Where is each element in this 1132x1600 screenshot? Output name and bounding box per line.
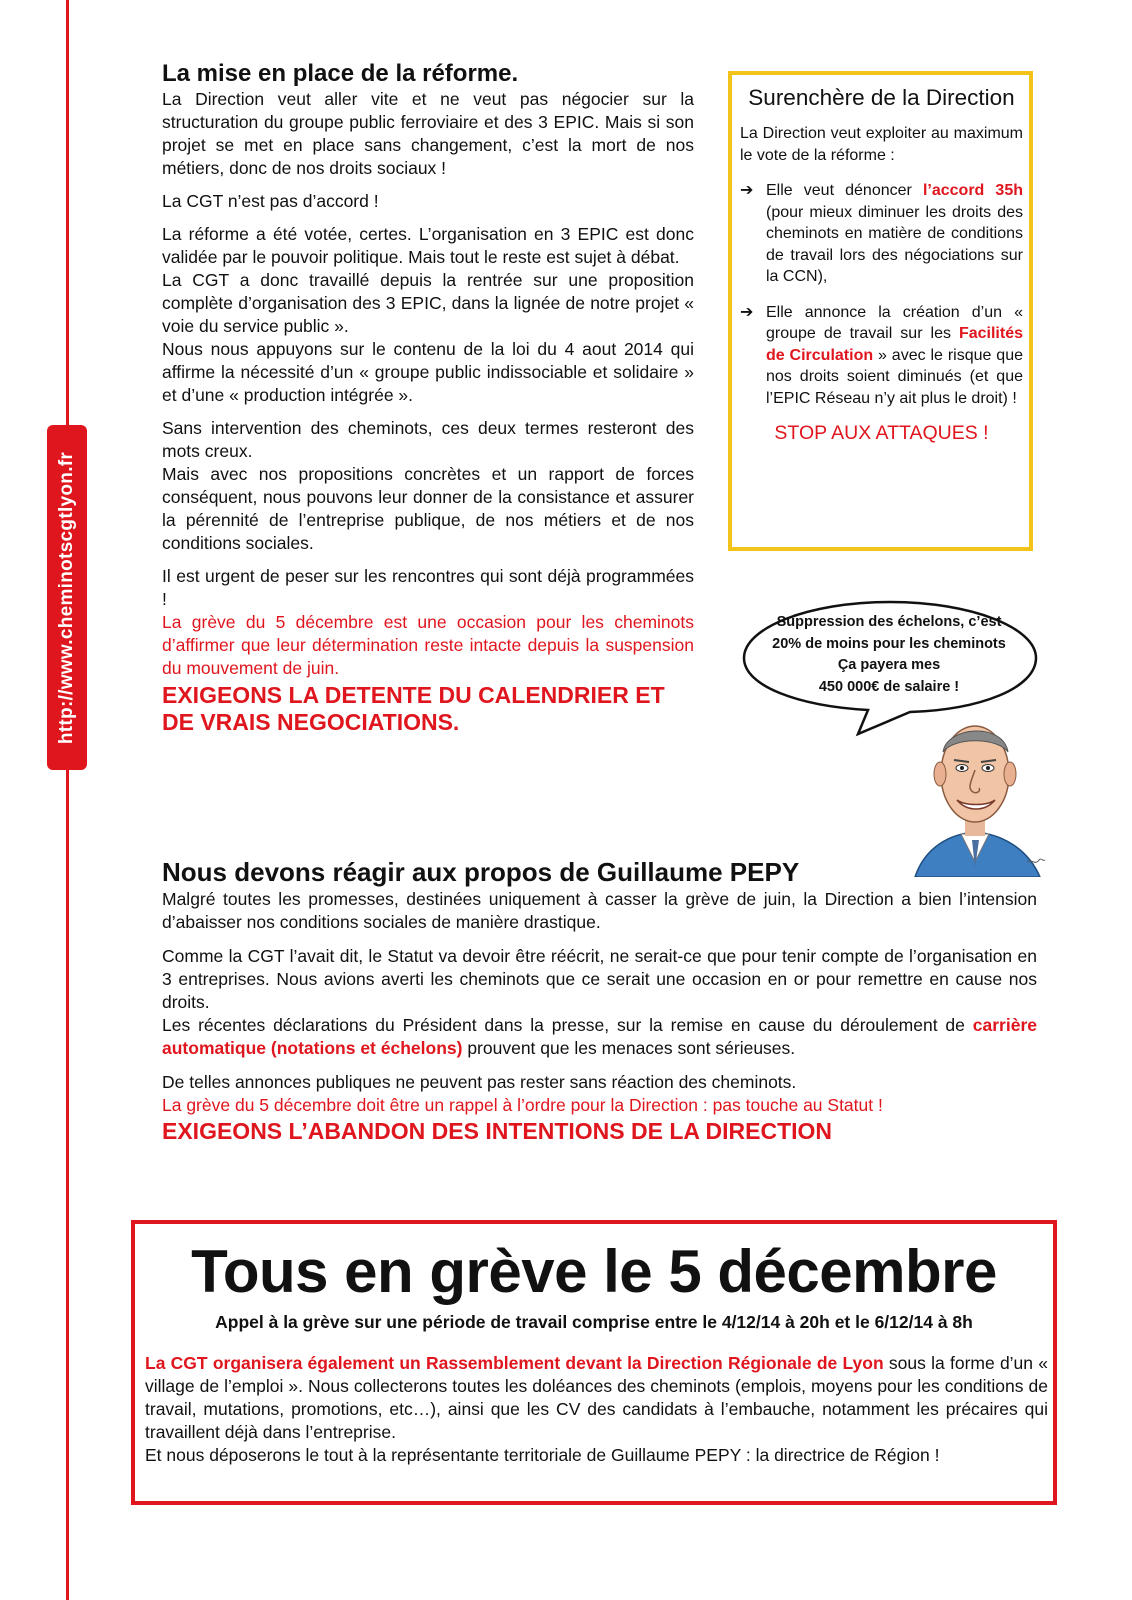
stop-attacks-slogan: STOP AUX ATTAQUES ! <box>774 422 989 444</box>
pepy-paragraph: De telles annonces publiques ne peuvent pas rester sans réaction des cheminots. <box>162 1072 797 1092</box>
pepy-slogan: EXIGEONS L’ABANDON DES INTENTIONS DE LA DIRECTION <box>162 1118 833 1144</box>
strike-body <box>145 1352 1048 1467</box>
pepy-red-paragraph: La grève du 5 décembre doit être un rappel à l’ordre pour la Direction : pas touche au Statut ! <box>162 1095 883 1115</box>
reforme-paragraph: Sans intervention des cheminots, ces deux termes resteront des mots creux. <box>162 418 694 461</box>
carriere-highlight: carrière automatique (notations et échelons) <box>162 1015 1037 1058</box>
bullet-text-part: Elle annonce la création d’un « groupe de travail sur les <box>766 303 1023 342</box>
reforme-paragraph: La CGT a donc travaillé depuis la rentrée sur une proposition complète d’organisation des 3 EPIC, dans la lignée de notre projet « voie du service public ». <box>162 270 694 336</box>
pepy-paragraph: Comme la CGT l’avait dit, le Statut va devoir être réécrit, ne serait-ce que pour tenir compte de l’organisation en 3 entreprises. Nous avions averti les cheminots que ce serait une occasion en or pour remettre en cause nos droits. <box>162 946 1037 1012</box>
speech-bubble-text <box>760 612 1018 698</box>
bullet-text <box>766 180 1023 288</box>
bullet-text <box>766 302 1023 410</box>
strike-text-part: sous la forme d’un « village de l’emploi ». Nous collecterons toutes les doléances des cheminots (emplois, moyens pour les conditions de travail, mutations, promotions, etc…), ainsi que les CV des candidats à l’embauche, notamment les précaires qui travaillent déjà dans l’entreprise. <box>145 1353 1048 1442</box>
bubble-line: 450 000€ de salaire ! <box>818 678 960 695</box>
pepy-text-part: Les récentes déclarations du Président dans la presse, sur la remise en cause du déroulement de <box>162 1015 973 1035</box>
pepy-title: Nous devons réagir aux propos de Guillaume PEPY <box>162 857 800 887</box>
website-url[interactable]: http://www.cheminotscgtlyon.fr <box>56 451 77 744</box>
side-box-bullet <box>740 180 1023 288</box>
side-box-bullet <box>740 302 1023 410</box>
rassemblement-highlight: La CGT organisera également un Rassemblement devant la Direction Régionale de Lyon <box>145 1353 884 1373</box>
bubble-line: Ça payera mes <box>837 657 941 673</box>
reforme-title: La mise en place de la réforme. <box>162 60 519 87</box>
reforme-section <box>162 60 694 736</box>
bullet-text-part: Elle veut dénoncer <box>766 182 923 199</box>
reforme-paragraph: La Direction veut aller vite et ne veut pas négocier sur la structuration du groupe public ferroviaire et des 3 EPIC. Mais si son projet se met en place sans changement, c’est la mort de nos métiers, donc de nos droits sociaux ! <box>162 89 694 178</box>
side-box-title: Surenchère de la Direction <box>748 85 1015 110</box>
reforme-paragraph: Il est urgent de peser sur les rencontres qui sont déjà programmées ! <box>162 566 694 609</box>
pepy-text-part: prouvent que les menaces sont sérieuses. <box>462 1038 796 1058</box>
caricature-illustration <box>895 712 1055 877</box>
pepy-section <box>162 856 1037 1145</box>
arrow-right-icon: ➔ <box>740 303 754 321</box>
pepy-paragraph <box>162 1014 1037 1060</box>
direction-escalation-box <box>728 71 1033 551</box>
reforme-red-paragraph: La grève du 5 décembre est une occasion pour les cheminots d’affirmer que leur détermination reste intacte depuis la suspension du mouvement de juin. <box>162 612 694 678</box>
website-badge[interactable] <box>47 425 87 770</box>
reforme-paragraph: La réforme a été votée, certes. L’organisation en 3 EPIC est donc validée par le pouvoir politique. Mais tout le reste est sujet à débat. <box>162 224 694 267</box>
bubble-line: 20% de moins pour les cheminots <box>772 635 1006 652</box>
reforme-paragraph: Nous nous appuyons sur le contenu de la loi du 4 aout 2014 qui affirme la nécessité d’un « groupe public indissociable et solidaire » et d’une « production intégrée ». <box>162 339 694 405</box>
bubble-line: Suppression des échelons, c’est <box>776 614 1002 630</box>
reforme-slogan: EXIGEONS LA DETENTE DU CALENDRIER ET DE VRAIS NEGOCIATIONS. <box>162 682 665 735</box>
accord-35h-highlight: l’accord 35h <box>922 182 1024 199</box>
side-box-intro: La Direction veut exploiter au maximum le vote de la réforme : <box>740 125 1023 164</box>
facilites-circulation-highlight: Facilités de Circulation <box>766 325 1023 364</box>
reforme-paragraph: La CGT n’est pas d’accord ! <box>162 191 379 211</box>
reforme-paragraph: Mais avec nos propositions concrètes et un rapport de forces conséquent, nous pouvons leur donner de la consistance et assurer la pérennité de l’entreprise publique, de nos métiers et de nos conditions sociales. <box>162 464 694 553</box>
bullet-text-part: » avec le risque que nos droits soient diminués (et que l’EPIC Réseau n’y ait plus le droit) ! <box>766 346 1023 407</box>
strike-closing: Et nous déposerons le tout à la représentante territoriale de Guillaume PEPY : la directrice de Région ! <box>145 1445 940 1465</box>
strike-title: Tous en grève le 5 décembre <box>191 1238 997 1305</box>
strike-paragraph <box>145 1352 1048 1444</box>
pepy-paragraph: Malgré toutes les promesses, destinées uniquement à casser la grève de juin, la Direction a bien l’intension d’abaisser nos conditions sociales de manière drastique. <box>162 889 1037 932</box>
bullet-text-part: (pour mieux diminuer les droits des cheminots en matière de conditions de travail lors des négociations sur la CCN), <box>766 203 1023 285</box>
arrow-right-icon: ➔ <box>740 182 754 199</box>
left-red-rule <box>66 0 69 1600</box>
strike-subtitle: Appel à la grève sur une période de travail comprise entre le 4/12/14 à 20h et le 6/12/14 à 8h <box>215 1312 973 1332</box>
strike-call-box <box>131 1220 1057 1505</box>
